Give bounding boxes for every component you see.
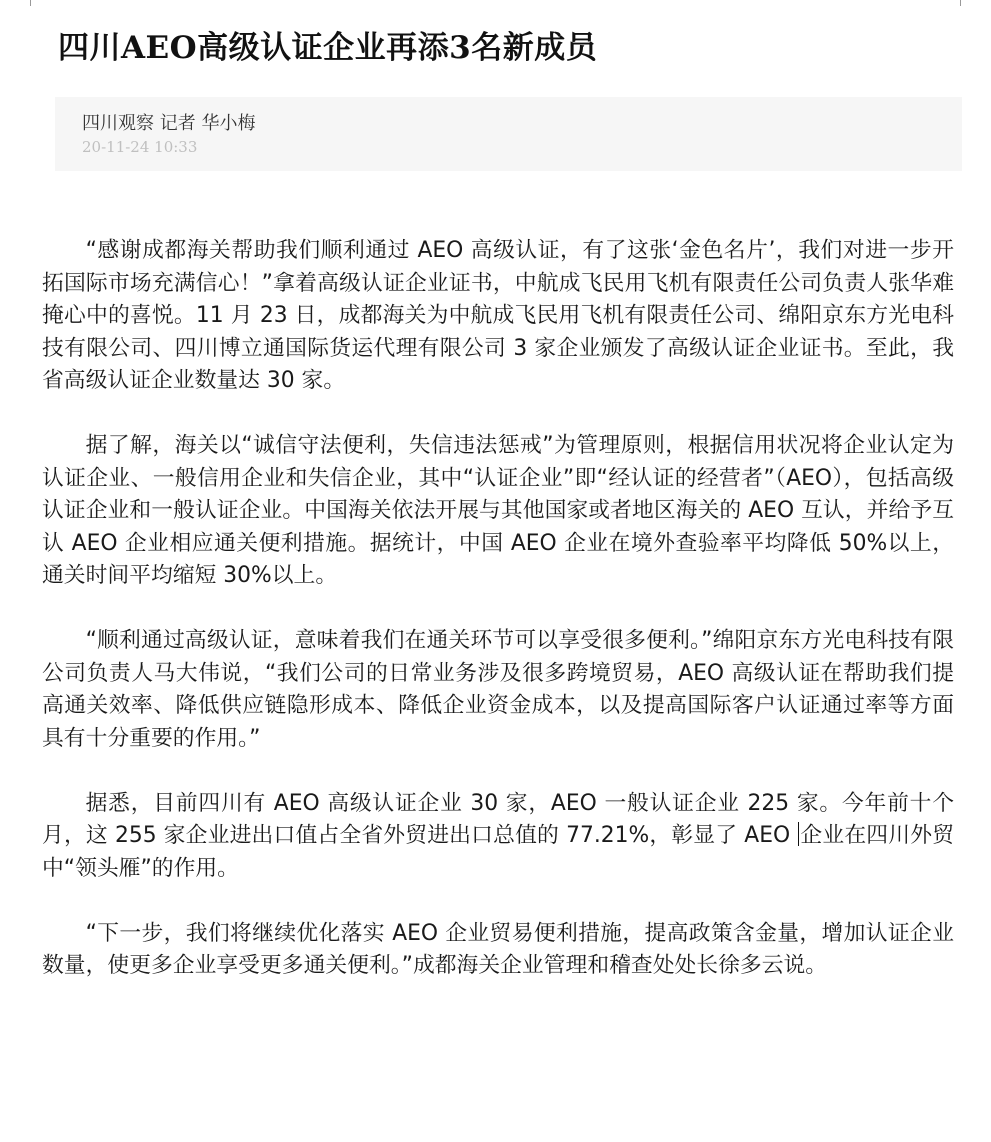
article-meta-box <box>55 97 962 171</box>
page-corner-mark-left <box>0 0 31 6</box>
article-source-byline: 四川观察 记者 华小梅 <box>82 113 256 134</box>
paragraph-4-text-before-caret: 据悉，目前四川有 AEO 高级认证企业 30 家，AEO 一般认证企业 225 家。今年前十个月，这 255 家企业进出口值占全省外贸进出口总值的 77.21%，彰显了 AEO <box>42 790 954 848</box>
article-timestamp: 20-11-24 10:33 <box>82 138 198 156</box>
paragraph-1: “感谢成都海关帮助我们顺利通过 AEO 高级认证，有了这张‘金色名片’，我们对进一步开拓国际市场充满信心！”拿着高级认证企业证书，中航成飞民用飞机有限责任公司负责人张华难掩心中的喜悦。11 月 23 日，成都海关为中航成飞民用飞机有限责任公司、绵阳京东方光电科技有限公司、四川博立通国际货运代理有限公司 3 家企业颁发了高级认证企业证书。至此，我省高级认证企业数量达 30 家。 <box>42 238 954 393</box>
paragraph-4-text-after-caret: 企业在四川外贸中“领头雁”的作用。 <box>42 823 954 881</box>
page-corner-mark-right <box>960 0 991 6</box>
article-body[interactable] <box>42 235 954 1015</box>
paragraph-5: “下一步，我们将继续优化落实 AEO 企业贸易便利措施，提高政策含金量，增加认证企业数量，使更多企业享受更多通关便利。”成都海关企业管理和稽查处处长徐多云说。 <box>42 920 954 978</box>
paragraph-2: 据了解，海关以“诚信守法便利，失信违法惩戒”为管理原则，根据信用状况将企业认定为认证企业、一般信用企业和失信企业，其中“认证企业”即“经认证的经营者”（AEO），包括高级认证企业和一般认证企业。中国海关依法开展与其他国家或者地区海关的 AEO 互认，并给予互认 AEO 企业相应通关便利措施。据统计，中国 AEO 企业在境外查验率平均降低 50%以上，通关时间平均缩短 30%以上。 <box>42 433 954 588</box>
paragraph-4 <box>42 788 954 886</box>
article-title: 四川AEO高级认证企业再添3名新成员 <box>58 30 598 66</box>
paragraph-3: “顺利通过高级认证，意味着我们在通关环节可以享受很多便利。”绵阳京东方光电科技有限公司负责人马大伟说，“我们公司的日常业务涉及很多跨境贸易，AEO 高级认证在帮助我们提高通关效率、降低供应链隐形成本、降低企业资金成本，以及提高国际客户认证通过率等方面具有十分重要的作用。” <box>42 628 954 751</box>
